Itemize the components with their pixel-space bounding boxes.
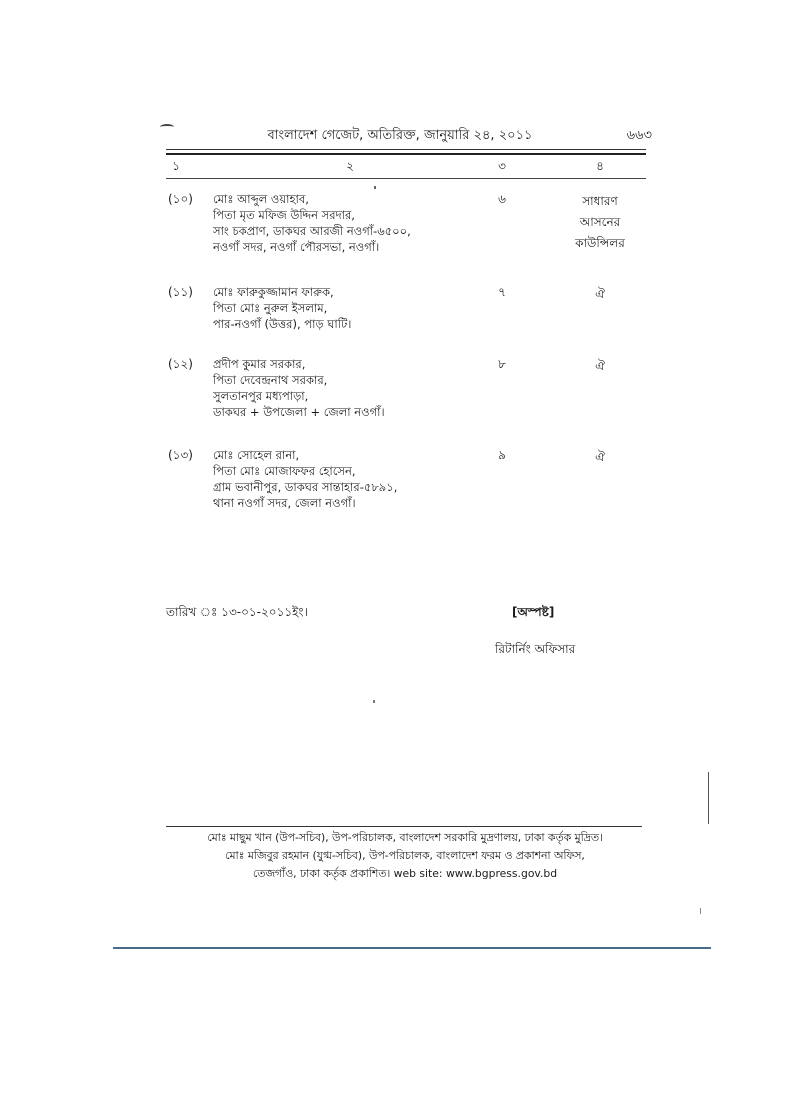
scan-speck — [373, 700, 375, 703]
returning-officer-title: রিটার্নিং অফিসার — [495, 642, 576, 656]
column-heading-1: ১ — [172, 159, 180, 173]
seat-type — [555, 447, 645, 468]
entry-detail-line: পিতা দেবেন্দ্রনাথ সরকার, — [213, 373, 328, 387]
entry-detail-line: গ্রাম ভবানীপুর, ডাকঘর সান্তাহার-৫৮৯১, — [213, 480, 398, 494]
seat-type-line: ঐ — [595, 359, 605, 373]
entry-detail-line: সুলতানপুর মধ্যপাড়া, — [213, 389, 309, 403]
entry-serial: (১১) — [168, 285, 193, 299]
entry-serial: (১০) — [168, 192, 193, 206]
seat-type-line: ঐ — [595, 450, 605, 464]
header-divider — [166, 149, 646, 150]
entry-detail-line: সাং চকপ্রাণ, ডাকঘর আরজী নওগাঁ-৬৫০০, — [213, 224, 411, 238]
entry-detail-line: ডাকঘর + উপজেলা + জেলা নওগাঁ। — [213, 405, 385, 419]
notice-date: তারিখ ঃ ১৩-০১-২০১১ইং। — [166, 605, 308, 619]
entry-detail-line: মোঃ ফারুকুজ্জামান ফারুক, — [213, 285, 334, 299]
column-heading-divider — [166, 178, 646, 179]
ward-number: ৯ — [498, 448, 506, 462]
seat-type-line: ঐ — [595, 287, 605, 301]
entry-detail-line: পিতা মোঃ মোজাফফর হোসেন, — [213, 464, 356, 478]
gazette-header-title: বাংলাদেশ গেজেট, অতিরিক্ত, জানুয়ারি ২৪, ২০১১ — [267, 128, 533, 143]
entry-serial: (১২) — [168, 357, 193, 371]
entry-detail-line: পিতা মৃত মফিজ উদ্দিন সরদার, — [213, 208, 355, 222]
entry-detail-line: নওগাঁ সদর, নওগাঁ পৌরসভা, নওগাঁ। — [213, 240, 380, 254]
scan-mark — [160, 124, 174, 130]
page-bottom-rule — [113, 947, 711, 949]
seat-type-line: কাউন্সিলর — [575, 236, 625, 250]
page-number: ৬৬৩ — [626, 128, 652, 143]
footer-printer-line: মোঃ মাছুম খান (উপ-সচিব), উপ-পরিচালক, বাংলাদেশ সরকারি মুদ্রণালয়, ঢাকা কর্তৃক মুদ্রিত। — [207, 831, 603, 844]
entry-serial: (১৩) — [168, 448, 193, 462]
entry-detail-line: মোঃ সোহেল রানা, — [213, 448, 300, 462]
entry-details — [213, 191, 483, 255]
entry-detail-line: মোঃ আব্দুল ওয়াহাব, — [213, 192, 309, 206]
ward-number: ৮ — [498, 357, 506, 371]
scan-speck — [374, 186, 376, 189]
column-heading-2: ২ — [346, 159, 354, 173]
entry-details — [213, 447, 483, 511]
entry-details — [213, 356, 483, 420]
column-heading-4: ৪ — [596, 159, 604, 173]
seat-type — [555, 191, 645, 254]
footer-divider — [166, 826, 642, 827]
header-divider — [166, 153, 646, 155]
scan-mark — [708, 772, 709, 824]
ward-number: ৬ — [498, 192, 506, 206]
seat-type — [555, 356, 645, 377]
footer-publisher-line: মোঃ মজিবুর রহমান (যুগ্ম-সচিব), উপ-পরিচালক, বাংলাদেশ ফরম ও প্রকাশনা অফিস, — [225, 849, 585, 862]
seat-type — [555, 284, 645, 305]
seat-type-line: আসনের — [579, 215, 621, 229]
illegible-signature: [অস্পষ্ট] — [512, 605, 555, 619]
seat-type-line: সাধারণ — [582, 194, 618, 208]
entry-detail-line: থানা নওগাঁ সদর, জেলা নওগাঁ। — [213, 496, 356, 510]
entry-detail-line: প্রদীপ কুমার সরকার, — [213, 357, 306, 371]
entry-detail-line: পিতা মোঃ নুরুল ইসলাম, — [213, 301, 328, 315]
entry-details — [213, 284, 483, 332]
column-heading-3: ৩ — [498, 159, 506, 173]
footer-website-line: তেজগাঁও, ঢাকা কর্তৃক প্রকাশিত। web site: www.bgpress.gov.bd — [252, 867, 558, 880]
entry-detail-line: পার-নওগাঁ (উত্তর), পাড় ঘাটি। — [213, 317, 352, 331]
scan-speck — [700, 908, 701, 914]
ward-number: ৭ — [498, 285, 506, 299]
